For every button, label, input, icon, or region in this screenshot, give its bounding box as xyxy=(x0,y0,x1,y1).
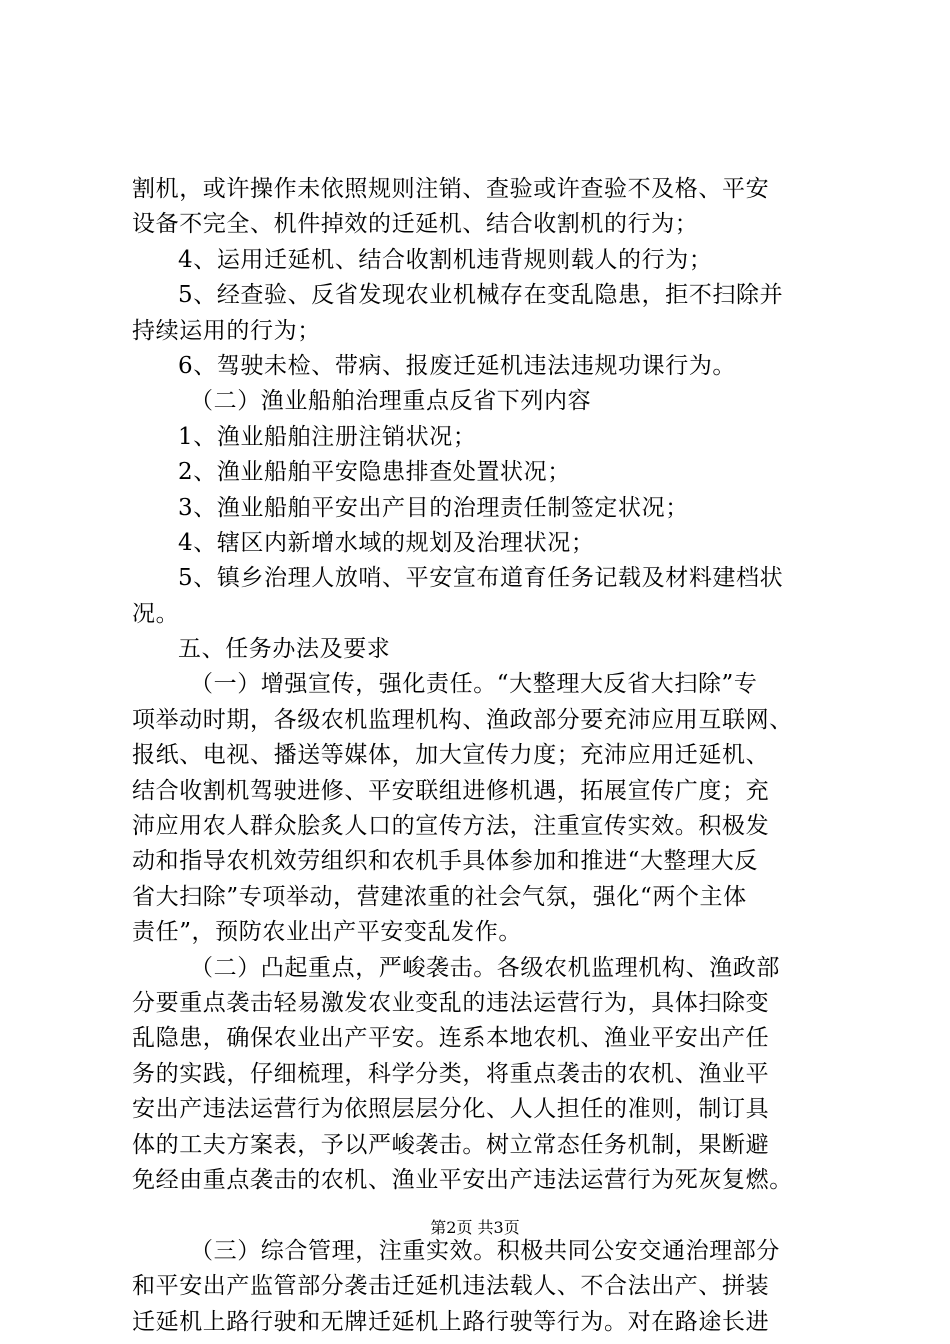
text-line: 1、渔业船舶注册注销状况； xyxy=(178,423,477,450)
text-line: 6、驾驶未检、带病、报废迁延机违法违规功课行为。 xyxy=(178,352,737,379)
text-line: 况。 xyxy=(132,600,180,627)
text-line: 体的工夫方案表，予以严峻袭击。树立常态任务机制，果断避 xyxy=(132,1131,770,1158)
section-heading: （二）渔业船舶治理重点反省下列内容 xyxy=(190,388,592,415)
text-line: 沛应用农人群众脍炙人口的宣传方法，注重宣传实效。积极发 xyxy=(132,813,770,840)
text-line: 4、运用迁延机、结合收割机违背规则载人的行为； xyxy=(178,246,713,273)
text-line: 动和指导农机效劳组织和农机手具体参加和推进“大整理大反 xyxy=(132,848,758,875)
text-line: 割机，或许操作未依照规则注销、查验或许查验不及格、平安 xyxy=(132,176,770,202)
text-line: 5、经查验、反省发现农业机械存在变乱隐患，拒不扫除并 xyxy=(178,282,784,309)
text-line: 务的实践，仔细梳理，科学分类，将重点袭击的农机、渔业平 xyxy=(132,1060,770,1087)
section-heading: 五、任务办法及要求 xyxy=(178,636,391,663)
text-line: 设备不完全、机件掉效的迁延机、结合收割机的行为； xyxy=(132,211,699,238)
text-line: 免经由重点袭击的农机、渔业平安出产违法运营行为死灰复燃。 xyxy=(132,1166,793,1193)
text-line: 乱隐患，确保农业出产平安。连系本地农机、渔业平安出产任 xyxy=(132,1025,770,1052)
text-line: 和平安出产监管部分袭击迁延机违法载人、不合法出产、拼装 xyxy=(132,1273,770,1300)
text-line: 迁延机上路行驶和无牌迁延机上路行驶等行为。对在路途长进 xyxy=(132,1308,770,1335)
text-line: 分要重点袭击轻易激发农业变乱的违法运营行为，具体扫除变 xyxy=(132,989,770,1016)
text-line: 3、渔业船舶平安出产目的治理责任制签定状况； xyxy=(178,494,689,521)
text-line: 持续运用的行为； xyxy=(132,317,321,344)
text-line: （三）综合管理，注重实效。积极共同公安交通治理部分 xyxy=(190,1237,780,1264)
text-line: 项举动时期，各级农机监理机构、渔政部分要充沛应用互联网、 xyxy=(132,706,793,733)
document-body xyxy=(132,172,832,1340)
text-line: （一）增强宣传，强化责任。“大整理大反省大扫除”专 xyxy=(190,671,758,698)
text-line: 2、渔业船舶平安隐患排查处置状况； xyxy=(178,459,571,486)
text-line: 省大扫除”专项举动，营建浓重的社会气氛，强化“两个主体 xyxy=(132,883,747,910)
text-line: 结合收割机驾驶进修、平安联组进修机遇，拓展宣传广度；充 xyxy=(132,777,770,804)
text-line: 报纸、电视、播送等媒体，加大宣传力度；充沛应用迁延机、 xyxy=(132,742,770,769)
page-number-footer: 第2页 共3页 xyxy=(430,1218,520,1237)
text-line: （二）凸起重点，严峻袭击。各级农机监理机构、渔政部 xyxy=(190,954,780,981)
text-line: 安出产违法运营行为依照层层分化、人人担任的准则，制订具 xyxy=(132,1096,770,1123)
text-line: 责任”，预防农业出产平安变乱发作。 xyxy=(132,919,522,946)
text-line: 4、辖区内新增水域的规划及治理状况； xyxy=(178,529,595,556)
text-line: 5、镇乡治理人放哨、平安宣布道育任务记载及材料建档状 xyxy=(178,565,784,592)
